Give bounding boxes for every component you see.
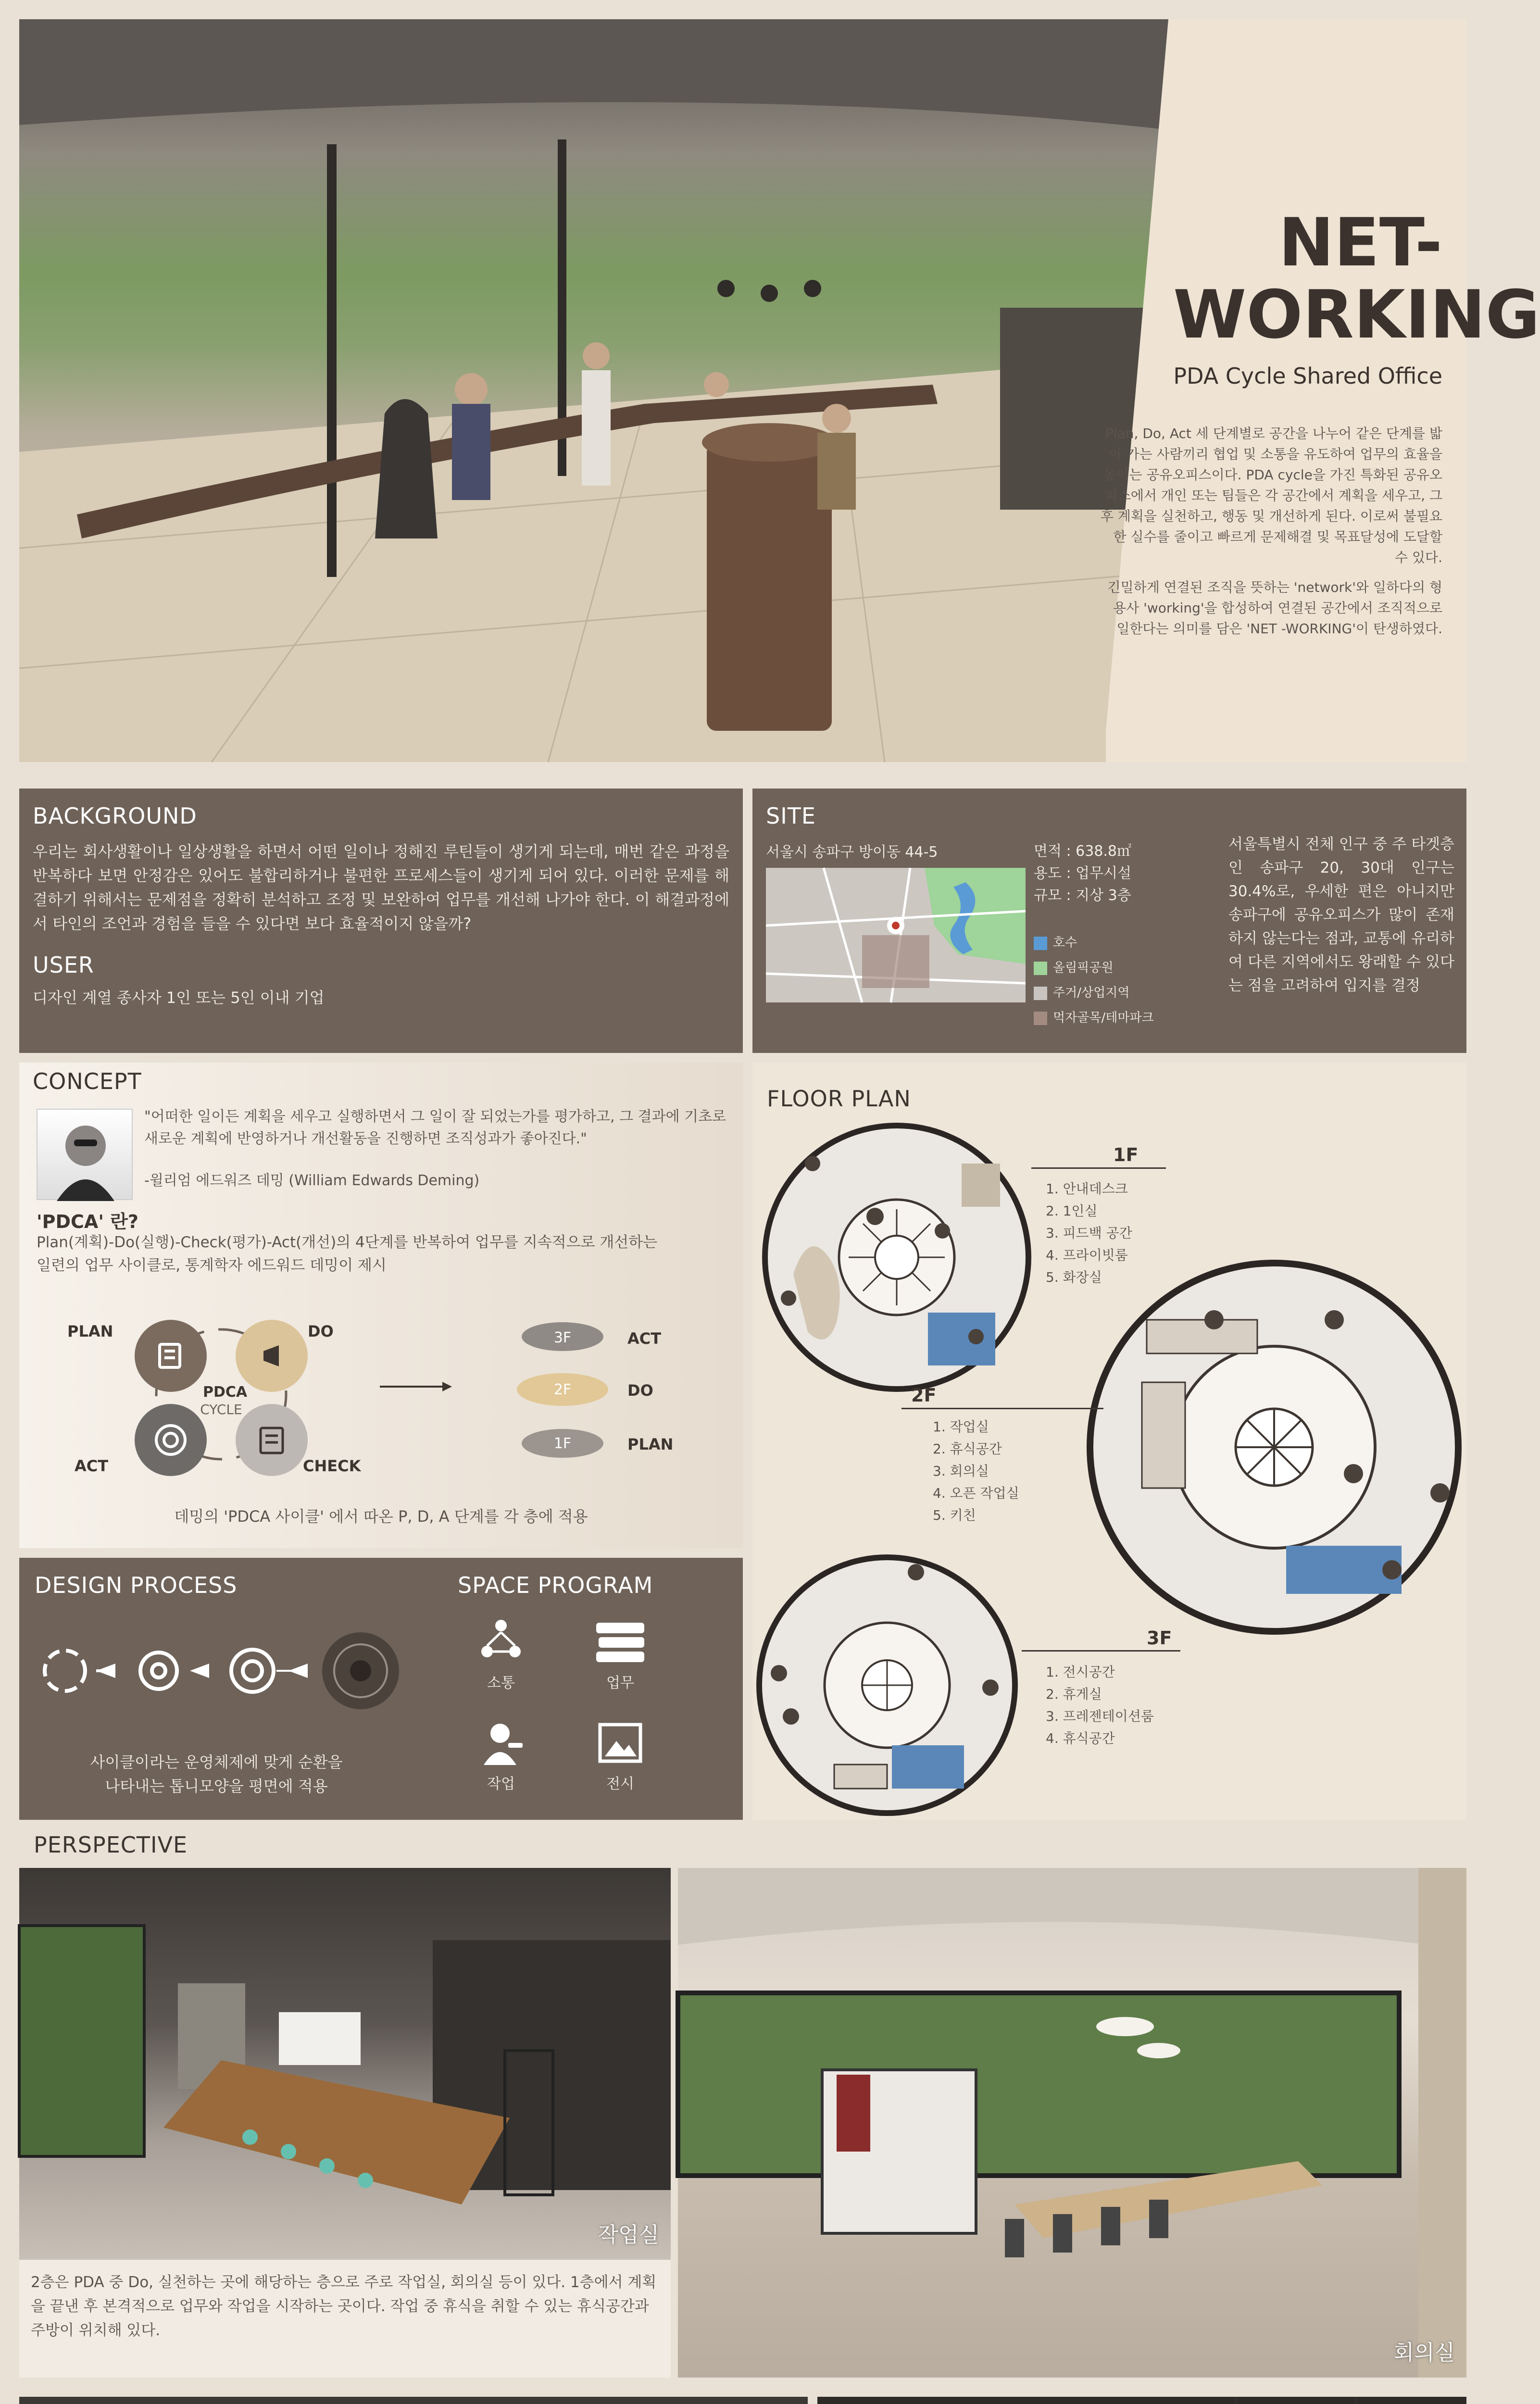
site-scale: 규모 : 지상 3층: [1034, 887, 1131, 904]
concept-note: 데밍의 'PDCA 사이클' 에서 따온 P, D, A 단계를 각 층에 적용: [174, 1507, 588, 1526]
perspective-2f-text: 2층은 PDA 중 Do, 실천하는 곳에 해당하는 층으로 주로 작업실, 회의실 등이 있다. 1층에서 계획을 끝낸 후 본격적으로 업무와 작업을 시작하는 곳이다. 작업 중 휴식을 취할 수 있는 휴식공간과 주방이 위치해 있다.: [31, 2274, 657, 2339]
floor-label-1f: 1F: [1113, 1144, 1139, 1165]
gear-process-diagram: [34, 1630, 409, 1712]
space-item-label: 작업: [487, 1776, 515, 1792]
worker-tools-icon: [477, 1719, 525, 1767]
legend-item: [1034, 955, 1154, 980]
design-process-line-2: 나타내는 톱니모양을 평면에 적용: [105, 1777, 328, 1795]
room-item: 2. 1인실: [1046, 1203, 1098, 1219]
room-item: 3. 회의실: [933, 1463, 989, 1479]
title-line-2: WORKING: [1173, 276, 1540, 353]
arrow-head: [442, 1382, 452, 1391]
render-workroom: [19, 1868, 671, 2260]
user-text: 디자인 계열 종사자 1인 또는 5인 이내 기업: [33, 989, 325, 1007]
space-program-title: SPACE PROGRAM: [458, 1572, 653, 1598]
room-item: 2. 휴게실: [1046, 1686, 1102, 1702]
site-section: [752, 789, 1466, 1053]
floor-3f-divider: [1022, 1650, 1180, 1652]
room-item: 4. 휴식공간: [1046, 1730, 1115, 1746]
concept-author: -윌리엄 에드워즈 데밍 (William Edwards Deming): [144, 1172, 480, 1189]
background-title: BACKGROUND: [33, 803, 197, 829]
space-item-label: 전시: [606, 1776, 634, 1792]
floor-plan-section: [752, 1063, 1466, 1820]
legend-swatch: [1034, 987, 1047, 1000]
legend-label: 호수: [1053, 936, 1077, 950]
concept-quote: "어떠한 일이든 계획을 세우고 실행하면서 그 일이 잘 되었는가를 평가하고, 그 결과에 기초로 새로운 계획에 반영하거나 개선활동을 진행하면 조직성과가 좋아진다.": [144, 1108, 726, 1147]
site-specs: [1034, 840, 1131, 907]
floor-plan-3f: [752, 1553, 1022, 1817]
floor-label-2f: 2F: [911, 1385, 937, 1406]
concept-title: CONCEPT: [33, 1068, 142, 1094]
floor-2f-list: [933, 1416, 1019, 1527]
hero-paragraph-2: 긴밀하게 연결된 조직을 뜻하는 'network'와 일하다의 형용사 'working'을 합성하여 연결된 공간에서 조직적으로 일한다는 의미를 담은 'NET -WORKING'이 탄생하였다.: [1107, 579, 1442, 637]
legend-item: [1034, 1005, 1154, 1030]
design-process-line-1: 사이클이라는 운영체제에 맞게 순환을: [90, 1753, 343, 1771]
room-item: 1. 작업실: [933, 1419, 989, 1435]
room-item: 4. 오픈 작업실: [933, 1485, 1019, 1501]
site-use: 용도 : 업무시설: [1034, 865, 1132, 882]
pdca-question: 'PDCA' 란?: [37, 1211, 138, 1232]
room-item: 4. 프라이빗룸: [1046, 1247, 1128, 1263]
cycle-label-do: DO: [308, 1322, 334, 1340]
cycle-label-act: ACT: [75, 1457, 109, 1475]
hero-paragraph-1: Plan, Do, Act 세 단계별로 공간을 나누어 같은 단계를 밟아 가는 사람끼리 협업 및 소통을 유도하여 업무의 효율을 높이는 공유오피스이다. PDA cycle을 가진 특화된 공유오피스에서 개인 또는 팀들은 각 공간에서 계획을 세우고, 그 후 계획을 실천하고, 행동 및 개선하게 된다. 이로써 불필요한 실수를 줄이고 빠르게 문제해결 및 목표달성에 도달할 수 있다.: [1100, 426, 1442, 565]
site-title: SITE: [766, 803, 816, 829]
floor-label-act: ACT: [627, 1329, 662, 1348]
floor-label-plan: PLAN: [627, 1435, 674, 1453]
cycle-center-2: CYCLE: [200, 1402, 242, 1417]
render-meeting-room: [678, 1868, 1466, 2378]
background-section: [19, 789, 743, 1053]
people-network-icon: [479, 1618, 523, 1666]
hero-panel-shape: [1106, 19, 1540, 762]
concept-section: [19, 1063, 743, 1548]
legend-swatch: [1034, 1012, 1047, 1025]
floor-3f-list: [1046, 1661, 1154, 1750]
design-process-title: DESIGN PROCESS: [35, 1572, 238, 1598]
legend-swatch: [1034, 937, 1047, 950]
space-item-craft: [458, 1719, 544, 1793]
legend-label: 주거/상업지역: [1053, 986, 1130, 1000]
background-text: 우리는 회사생활이나 일상생활을 하면서 어떤 일이나 정해진 루틴들이 생기게 되는데, 매번 같은 과정을 반복하다 보면 안정감은 있어도 불합리하거나 불편한 프로세스들이 생기게 되어 있다. 이러한 문제를 해결하기 위해서는 문제점을 정확히 분석하고 조정 및 보완하여 업무를 개선해 나가야 한다. 이 해결과정에서 타인의 조언과 경험을 들을 수 있다면 보다 효율적이지 않을까?: [33, 842, 729, 933]
stack-books-icon: [594, 1618, 647, 1666]
title-line-1: NET-: [1278, 204, 1442, 281]
hero-title: [1173, 204, 1540, 353]
space-item-label: 소통: [487, 1675, 515, 1691]
cycle-label-plan: PLAN: [67, 1322, 113, 1340]
user-title: USER: [33, 952, 94, 978]
room-item: 1. 전시공간: [1046, 1664, 1115, 1680]
floor-plan-1f: [760, 1120, 1034, 1394]
site-map: [766, 868, 1026, 1002]
floor-tag-2f: 2F: [553, 1381, 572, 1398]
room-item: 3. 피드백 공간: [1046, 1225, 1132, 1241]
floor-label-3f: 3F: [1147, 1628, 1172, 1649]
arrow-icon: [380, 1386, 447, 1388]
site-address: 서울시 송파구 방이동 44-5: [766, 844, 938, 861]
render-lounge: [817, 2397, 1466, 2404]
perspective-2f-text-box: [19, 2260, 671, 2378]
legend-label: 먹자골목/테마파크: [1053, 1011, 1154, 1025]
site-legend: [1034, 930, 1154, 1030]
site-description: 서울특별시 전체 인구 중 주 타겟층인 송파구 20, 30대 인구는 30.4%로, 우세한 편은 아니지만 송파구에 공유오피스가 많이 존재하지 않는다는 점과, 교통에 유리하여 다른 지역에서도 왕래할 수 있다는 점을 고려하여 입지를 결정: [1228, 836, 1454, 994]
perspective-title: PERSPECTIVE: [34, 1832, 188, 1858]
deming-portrait: [37, 1109, 133, 1200]
legend-label: 올림픽공원: [1053, 961, 1114, 975]
cycle-center-1: PDCA: [203, 1384, 248, 1401]
legend-item: [1034, 980, 1154, 1005]
legend-item: [1034, 930, 1154, 955]
floor-tag-1f: 1F: [553, 1435, 572, 1452]
site-area: 면적 : 638.8㎡: [1034, 843, 1132, 860]
floor-1f-divider: [1031, 1167, 1166, 1169]
hero-subtitle: PDA Cycle Shared Office: [1173, 363, 1442, 389]
space-item-label: 업무: [606, 1675, 634, 1691]
floor-2f-divider: [901, 1408, 1103, 1409]
space-item-communication: [458, 1618, 544, 1692]
design-process-section: [19, 1558, 743, 1820]
room-item: 3. 프레젠테이션룸: [1046, 1708, 1154, 1724]
picture-frame-icon: [596, 1719, 644, 1767]
room-item: 1. 안내데스크: [1046, 1181, 1128, 1197]
render-gallery: [19, 2397, 808, 2404]
space-item-work: [577, 1618, 664, 1692]
legend-swatch: [1034, 962, 1047, 975]
floor-plan-2f: [1084, 1257, 1464, 1637]
design-process-text: [34, 1750, 399, 1798]
caption-meeting-room: 회의실: [1393, 2341, 1455, 2365]
room-item: 5. 키친: [933, 1507, 976, 1523]
cycle-label-check: CHECK: [303, 1457, 361, 1475]
floor-tag-3f: 3F: [553, 1329, 572, 1346]
space-item-exhibit: [577, 1719, 664, 1793]
room-item: 2. 휴식공간: [933, 1441, 1002, 1457]
pdca-text: Plan(계획)-Do(실행)-Check(평가)-Act(개선)의 4단계를 반복하여 업무를 지속적으로 개선하는 일련의 업무 사이클로, 통계학자 에드워드 데밍이 제시: [37, 1234, 658, 1274]
office-scene-illustration: [19, 19, 1168, 762]
caption-workroom: 작업실: [598, 2223, 659, 2247]
hero-render: [19, 19, 1168, 762]
room-item: 5. 화장실: [1046, 1269, 1102, 1285]
floor-label-do: DO: [627, 1381, 653, 1400]
floor-plan-title: FLOOR PLAN: [767, 1086, 911, 1112]
